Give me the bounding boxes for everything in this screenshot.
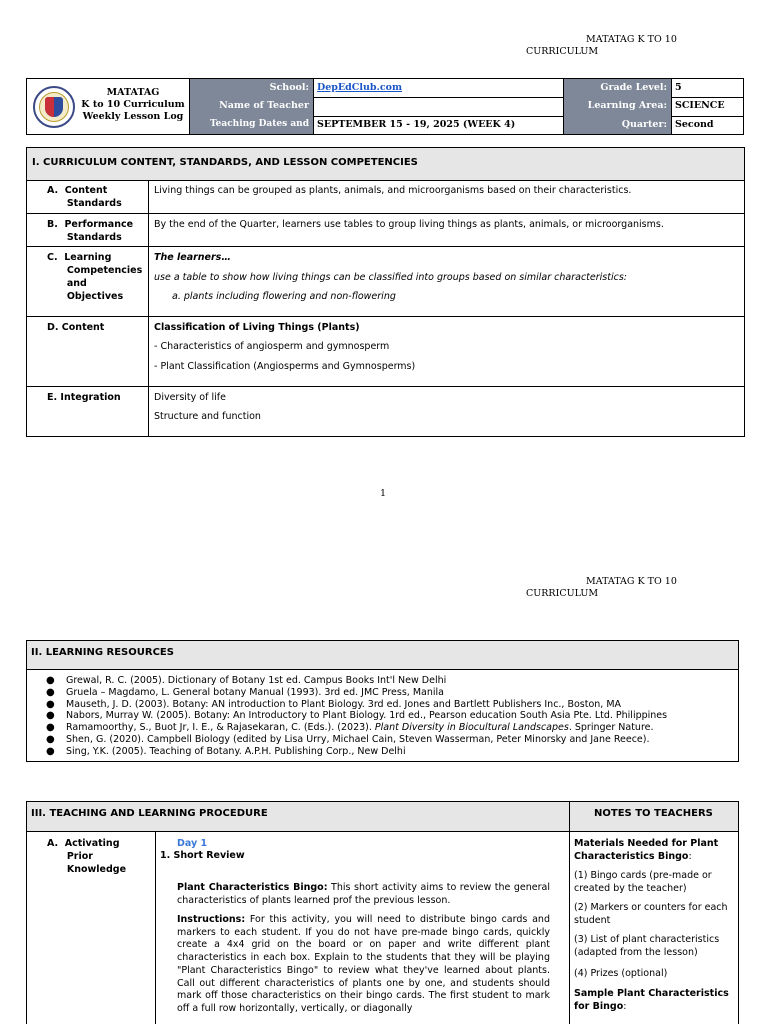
bingo-paragraph <box>177 882 550 907</box>
notes-title: NOTES TO TEACHERS <box>594 808 713 819</box>
performance-standards-label: B. Performance Standards <box>47 219 134 243</box>
short-review-heading: 1. Short Review <box>160 850 245 861</box>
notes-item: (2) Markers or counters for each student <box>574 902 728 926</box>
learning-area-value: SCIENCE <box>675 100 725 111</box>
bingo-title: Plant Characteristics Bingo: <box>177 882 328 893</box>
section1-title: I. CURRICULUM CONTENT, STANDARDS, AND LESSON COMPETENCIES <box>32 157 418 168</box>
notes-sample-title: Sample Plant Characteristics for Bingo <box>574 988 729 1012</box>
content-standards-label: A. Content Standards <box>47 185 122 209</box>
lesson-log-title: MATATAG K to 10 Curriculum Weekly Lesson Log <box>81 87 185 122</box>
notes-item: (3) List of plant characteristics (adapted from the lesson) <box>574 934 720 958</box>
competencies-label: C. Learning Competencies and Objectives <box>47 252 143 302</box>
content-line-2: - Plant Classification (Angiosperms and Gymnosperms) <box>154 361 416 372</box>
section3-title: III. TEACHING AND LEARNING PROCEDURE <box>31 808 268 819</box>
page-number: 1 <box>380 488 387 499</box>
school-label: School: <box>190 79 314 97</box>
header-row-teacher <box>190 97 743 117</box>
content-standards-text: Living things can be grouped as plants, animals, and microorganisms based on their characteristics. <box>154 185 632 196</box>
notes-sample-colon: : <box>623 1001 627 1012</box>
notes-materials-colon: : <box>688 851 692 862</box>
notes-header <box>570 802 738 831</box>
resource-item: ● Nabors, Murray W. (2005). Botany: An Introductory to Plant Biology. 1rd ed., Pearson education South Asia Pte. Ltd. Philippines <box>46 710 736 722</box>
grade-level-label: Grade Level: <box>564 79 672 97</box>
content-label: D. Content <box>47 322 105 333</box>
instructions-text: For this activity, you will need to distribute bingo cards and markers to each student. If you do not have pre-made bingo cards, quickly create a 4x4 grid on the board or on paper and write different plant characteristics in each box. Explain to the students that they will be playing "Plant Characteristics Bingo" to review what they've learned about plants. Call out different characteristics of plants one by one, and students should mark off those characteristics on their bingo cards. The first student to mark off a full row horizontally, vertically, or diagonally <box>177 914 550 1014</box>
quarter-label: Quarter: <box>564 116 672 134</box>
instructions-paragraph <box>177 914 550 1016</box>
integration-label: E. Integration <box>47 392 121 403</box>
curriculum-header-line2: CURRICULUM <box>526 46 599 57</box>
activating-prior-knowledge-label: A. Activating Prior Knowledge <box>47 838 127 875</box>
competencies-item-a: a. plants including flowering and non-flowering <box>172 291 396 302</box>
resource-item: ● Gruela – Magdamo, L. General botany Manual (1993). 3rd ed. JMC Press, Manila <box>46 687 736 699</box>
teaching-dates-value: SEPTEMBER 15 - 19, 2025 (WEEK 4) <box>314 116 564 134</box>
notes-materials <box>574 837 734 863</box>
notes-item: (4) Prizes (optional) <box>574 968 668 979</box>
content-title: Classification of Living Things (Plants) <box>154 322 360 333</box>
header-row-dates <box>190 116 743 146</box>
logo-cell <box>27 79 190 134</box>
grade-level-value: 5 <box>675 82 682 93</box>
curriculum-header-line1: MATATAG K TO 10 <box>586 576 677 587</box>
integration-line-1: Diversity of life <box>154 392 226 403</box>
curriculum-header-line1: MATATAG K TO 10 <box>586 34 677 45</box>
bingo-text: This short activity aims to review the general characteristics of plants learned prof the previous lesson. <box>177 882 550 906</box>
section1-header <box>27 148 744 180</box>
resource-item: ● Sing, Y.K. (2005). Teaching of Botany. A.P.H. Publishing Corp., New Delhi <box>46 746 736 758</box>
school-link[interactable]: DepEdClub.com <box>314 79 564 97</box>
resources-list <box>46 675 736 758</box>
section2-header <box>27 641 738 669</box>
resource-item: ● Shen, G. (2020). Campbell Biology (edited by Lisa Urry, Michael Cain, Steven Wasserman, Peter Minorsky and Jane Reece). <box>46 734 736 746</box>
curriculum-header-line2: CURRICULUM <box>526 588 599 599</box>
teaching-dates-label: Teaching Dates and Time: <box>190 116 314 134</box>
resource-item: ● Grewal, R. C. (2005). Dictionary of Botany 1st ed. Campus Books Int'l New Delhi <box>46 675 736 687</box>
lesson-log-header-table <box>26 78 744 146</box>
header-row-school <box>190 79 743 98</box>
quarter-value: Second <box>675 119 714 130</box>
learning-area-label: Learning Area: <box>564 97 672 116</box>
competencies-text: use a table to show how living things can be classified into groups based on similar characteristics: <box>154 272 627 283</box>
notes-sample <box>574 987 734 1013</box>
performance-standards-text: By the end of the Quarter, learners use tables to group living things as plants, animals, or microorganisms. <box>154 219 664 230</box>
teacher-label: Name of Teacher <box>190 97 314 116</box>
integration-line-2: Structure and function <box>154 411 261 422</box>
section3-header <box>27 802 569 831</box>
teacher-value <box>314 97 564 116</box>
notes-materials-title: Materials Needed for Plant Characteristics Bingo <box>574 838 719 862</box>
resource-item: ● Ramamoorthy, S., Buot Jr, I. E., & Rajasekaran, C. (Eds.). (2023). Plant Diversity in Biocultural Landscapes. Springer Nature. <box>46 722 736 734</box>
section2-title: II. LEARNING RESOURCES <box>31 647 174 658</box>
notes-item: (1) Bingo cards (pre-made or created by the teacher) <box>574 870 712 894</box>
deped-seal-icon <box>33 86 75 128</box>
instructions-title: Instructions: <box>177 914 246 925</box>
day-label: Day 1 <box>177 838 208 849</box>
resource-item: ● Mauseth, J. D. (2003). Botany: AN introduction to Plant Biology. 3rd ed. Jones and Bartlett Publishers Inc., Boston, MA <box>46 699 736 711</box>
competencies-lead: The learners… <box>154 252 231 263</box>
content-line-1: - Characteristics of angiosperm and gymnosperm <box>154 341 390 352</box>
